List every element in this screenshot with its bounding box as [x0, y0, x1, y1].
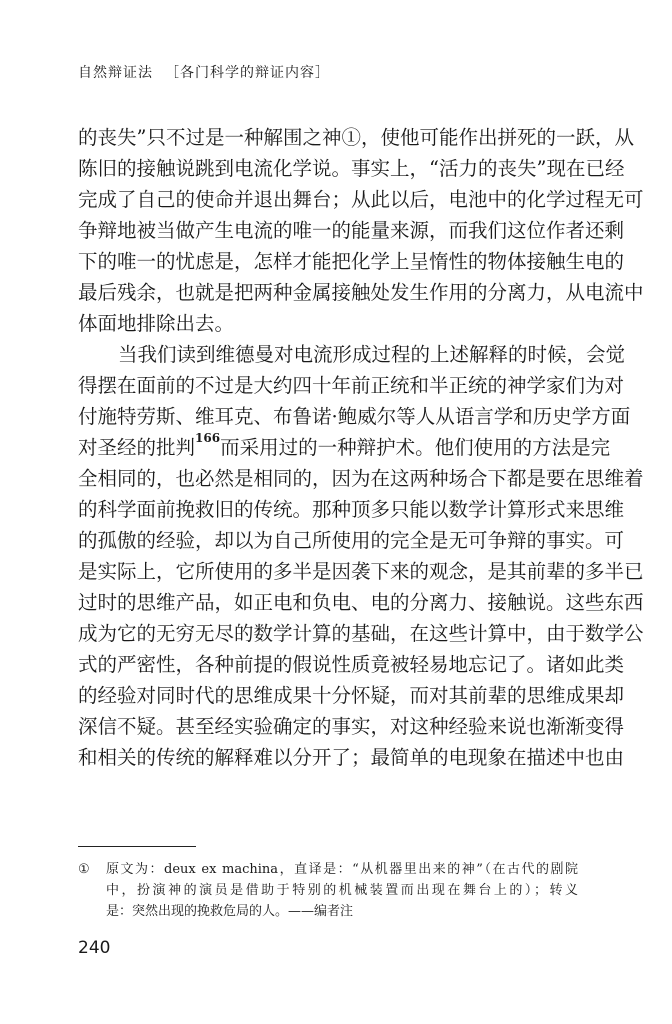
body-text — [78, 122, 644, 773]
text-line: 的丧失”只不过是一种解围之神①，使他可能作出拼死的一跃，从 — [78, 126, 634, 149]
text-line-with-ref — [78, 431, 611, 463]
text-line: 式的严密性，各种前提的假说性质竟被轻易地忘记了。诸如此类 — [78, 653, 625, 676]
footnote-line: 是：突然出现的挽救危局的人。——编者注 — [106, 904, 354, 919]
text-line: 是实际上，它所使用的多半是因袭下来的观念，是其前辈的多半已 — [78, 560, 644, 583]
text-segment: 对圣经的批判 — [78, 436, 196, 459]
text-line: 的科学面前挽救旧的传统。那种顶多只能以数学计算形式来思维 — [78, 498, 625, 521]
text-line: 深信不疑。甚至经实验确定的事实，对这种经验来说也渐渐变得 — [78, 715, 625, 738]
section-title: ［各门科学的辩证内容］ — [165, 65, 330, 81]
text-line: 成为它的无穷无尽的数学计算的基础，在这些计算中，由于数学公 — [78, 622, 644, 645]
text-line: 得摆在面前的不过是大约四十年前正统和半正统的神学家们为对 — [78, 374, 625, 397]
text-line: 最后残余，也就是把两种金属接触处发生作用的分离力，从电流中 — [78, 281, 644, 304]
footnote-line: 原文为：deux ex machina，直译是：“从机器里出来的神”（在古代的剧院 — [106, 862, 578, 877]
text-line: 和相关的传统的解释难以分开了；最简单的电现象在描述中也由 — [78, 746, 625, 769]
text-line: 的经验对同时代的思维成果十分怀疑，而对其前辈的思维成果却 — [78, 684, 625, 707]
text-line: 下的唯一的忧虑是，怎样才能把化学上呈惰性的物体接触生电的 — [78, 250, 625, 273]
text-line: 陈旧的接触说跳到电流化学说。事实上，“活力的丧失”现在已经 — [78, 157, 625, 180]
running-head — [78, 62, 330, 82]
reference-number: 166 — [195, 431, 221, 445]
text-line: 的孤傲的经验，却以为自己所使用的完全是无可争辩的事实。可 — [78, 529, 625, 552]
text-line: 体面地排除出去。 — [78, 312, 235, 335]
text-line: 争辩地被当做产生电流的唯一的能量来源，而我们这位作者还剩 — [78, 219, 625, 242]
footnote-line: 中，扮演神的演员是借助于特别的机械装置而出现在舞台上的）；转义 — [106, 883, 578, 898]
text-line: 完成了自己的使命并退出舞台；从此以后，电池中的化学过程无可 — [78, 188, 644, 211]
book-title: 自然辩证法 — [78, 65, 153, 81]
text-line: 过时的思维产品，如正电和负电、电的分离力、接触说。这些东西 — [78, 591, 644, 614]
text-line: 付施特劳斯、维耳克、布鲁诺·鲍威尔等人从语言学和历史学方面 — [78, 405, 631, 428]
text-line: 全相同的，也必然是相同的，因为在这两种场合下都是要在思维着 — [78, 467, 644, 490]
paragraph-start-line: 当我们读到维德曼对电流形成过程的上述解释的时候，会觉 — [118, 343, 626, 366]
footnote-divider — [78, 846, 196, 847]
footnote — [78, 859, 578, 922]
footnote-marker: ① — [78, 862, 90, 877]
text-segment: 而采用过的一种辩护术。他们使用的方法是完 — [220, 436, 611, 459]
page-number: 240 — [78, 938, 111, 958]
